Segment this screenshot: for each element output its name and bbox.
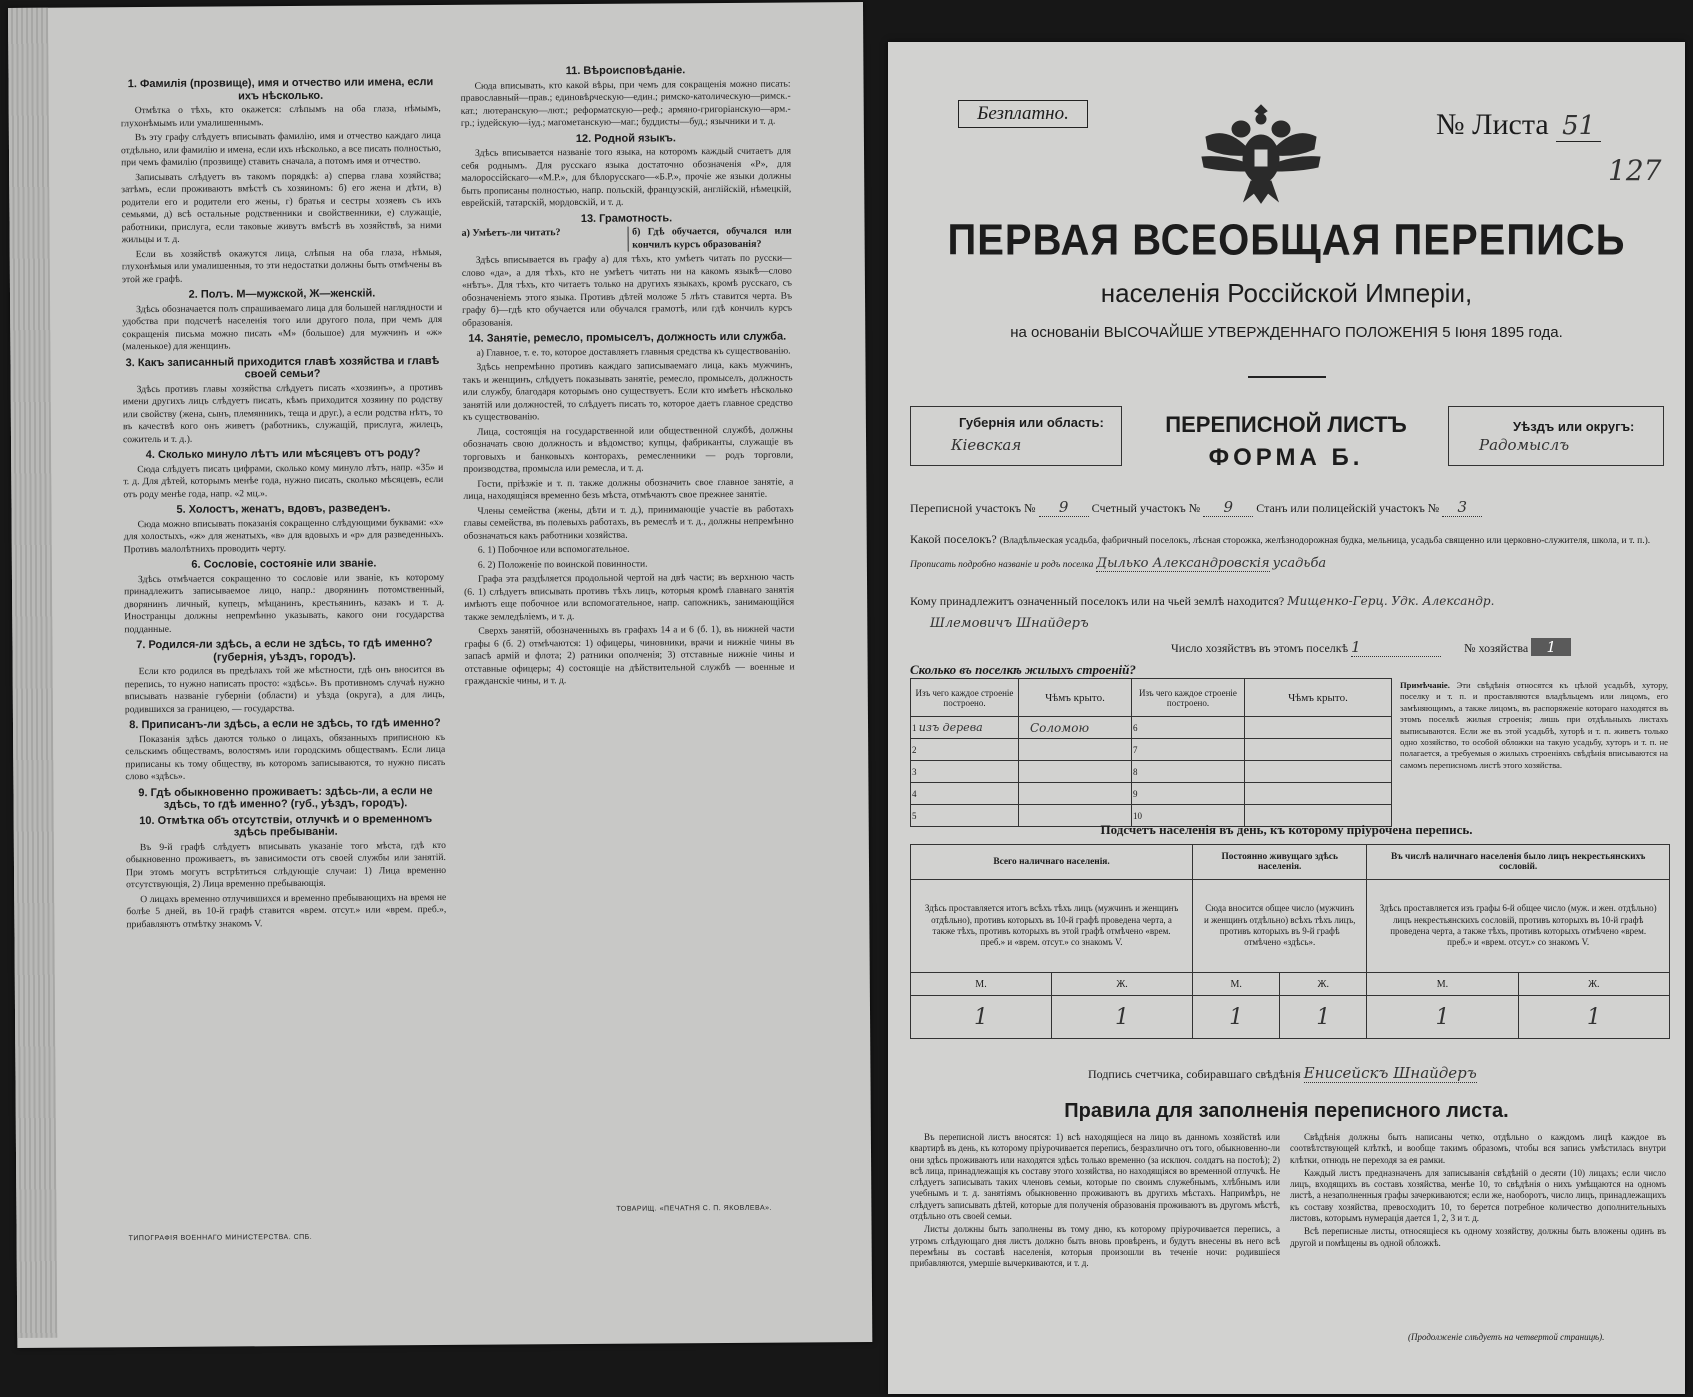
col1-paragraph: Записывать слѣдуетъ въ такомъ порядкѣ: а) сперва глава хозяйства; затѣмъ, если проживаютъ вмѣстѣ съ хозяиномъ: б) его жена и дѣти, в) родители его и родители его жены, г) братья и сестры хозяевъ съ ихъ семьями, д) всѣ остальные родственники и свойственники, е) служащіе, работники, прислуга, если таковые живутъ вмѣстѣ въ хозяйствѣ, за ними жильцы и т. д. [121,169,442,246]
census-basis: на основаніи ВЫСОЧАЙШЕ УТВЕРЖДЕННАГО ПОЛОЖЕНІЯ 5 Іюня 1895 года. [1010,324,1563,341]
count-title: Подсчетъ населенія въ день, къ которому пріурочена перепись. [1100,822,1473,837]
settlement-hint-2: Прописать подробно названіе и родъ поселка [910,560,1094,570]
col2-paragraph: Графа эта раздѣляется продольной чертой на двѣ части; въ верхнюю часть (6. 1) слѣдуетъ вписывать противъ тѣхъ лицъ, которыя кромѣ главнаго занятія имѣютъ еще побочное или вспомогательное, напр. сапожникъ, занимающійся также земледѣліемъ, и т. д. [464,571,795,623]
rules-paragraph: Каждый листъ предназначенъ для записыванія свѣдѣній о десяти (10) лицахъ; если число лицъ, входящихъ въ составъ хозяйства, менѣе 10, то свѣдѣнія о нихъ умѣщаются на одномъ листѣ, а незаполненныя графы зачеркиваются; если же, наоборотъ, число лицъ, принадлежащихъ къ составу хозяйства, превосходитъ 10, то берется потребное количество дополнительныхъ листовъ, которымъ нумерація дается 1, 2, 3 и т. д. [1290,1167,1666,1224]
form-label: ФОРМА Б. [1208,444,1364,471]
building-material: изъ дерева [918,721,983,734]
population-count-table [910,844,1670,1039]
guberniya-label: Губернія или область: [959,415,1104,430]
col1-paragraph: Отмѣтка о тѣхъ, кто окажется: слѣпымъ на оба глаза, нѣмымъ, глухонѣмымъ или умалишеннымъ. [120,102,441,129]
uezd-label: Уѣздъ или округъ: [1513,419,1635,434]
sheet-number [1436,108,1601,142]
building-roof [1020,743,1030,757]
col2-paragraph: Гости, пріѣзжіе и т. п. также должны обозначить свое главное занятіе, а лица, находящіяся временно безъ мѣста, отмѣчаютъ свое прежнее занятіе. [463,476,794,502]
col2-heading: 13. Грамотность. [580,211,673,225]
col1-paragraph: Здѣсь обозначается полъ спрашиваемаго лица для большей наглядности и удобства при подсчетѣ населенія того или другого пола, при чемъ для сокращенія письма можно писать «М» (большое) для мужчинъ и «ж» (маленькое) для женщинъ. [122,301,443,353]
count-column-heading: Всего наличнаго населенія. [911,845,1193,880]
owner-block [910,590,1670,635]
census-form-page [888,42,1685,1394]
count-column-text: Здѣсь проставляется изъ графы 6-й общее число (муж. и жен. отдѣльно) лицъ некрестьянскихъ сословій, противъ которыхъ въ 10-й графѣ проведена черта, а также тѣхъ, противъ которыхъ отмѣчено «врем. преб.» и «врем. отсут.» со знакомъ V. [1367,880,1670,973]
note-block [1400,680,1668,771]
col1-heading: 3. Какъ записанный приходится главѣ хозяйства и главѣ своей семьи? [125,354,440,381]
guberniya-value: Кіевская [951,436,1022,454]
count-column-text: Сюда вносится общее число (мужчинъ и женщинъ отдѣльно) всѣхъ тѣхъ лицъ, противъ которыхъ въ 9-й графѣ отмѣчено «здѣсь». [1193,880,1367,973]
building-number: 7 [1133,744,1138,755]
building-roof-empty [1245,739,1392,761]
roof-header-2: Чѣмъ крыто. [1245,679,1392,717]
col2-paragraph: Здѣсь вписывается названіе того языка, на которомъ каждый считаетъ для себя роднымъ. Для русскаго языка достаточно обозначенія «Р», для малороссійскаго—«М.Р.», для бѣлорусскаго—«Б.Р.», прочіе же языки должны быть прописаны полностью, напр. польскій, французскій, англійскій, нѣмецкій, еврейскій, татарскій, мордовскій, и т. д. [461,145,792,209]
settlement-label: Какой поселокъ? [910,532,997,546]
female-label: Ж. [1280,973,1367,996]
col1-heading: 5. Холостъ, женатъ, вдовъ, разведенъ. [176,502,391,516]
col1-paragraph: Въ 9-й графѣ слѣдуетъ вписывать указаніе того мѣста, гдѣ кто обыкновенно проживаетъ, въ зависимости отъ своей службы или занятій. При этомъ могутъ встрѣтиться слѣдующіе случаи: 1) Лица временно отсутствующія, 2) Лица временно пребывающія. [125,839,447,891]
owner-value: Мищенко-Герц. Удк. Александр. [1287,594,1495,608]
material-header: Изъ чего каждое строеніе построено. [911,679,1019,717]
building-roof-empty [1245,783,1392,805]
building-number: 9 [1133,788,1138,799]
col1-heading: 1. Фамилія (прозвище), имя и отчество или имена, если ихъ нѣсколько. [127,76,434,102]
literacy-read-heading: а) Умѣетъ-ли читать? [461,227,561,239]
female-label: Ж. [1518,973,1669,996]
col1-paragraph: Сюда можно вписывать показанія сокращенно слѣдующими буквами: «х» для холостыхъ, «ж» для женатыхъ, «в» для вдовыхъ и «р» для разведенныхъ. Противъ малолѣтнихъ проводить черту. [123,516,444,555]
owner-value-2: Шлемовичъ Шнайдеръ [930,616,1089,631]
female-label: Ж. [1052,973,1193,996]
instructions-column-1 [120,73,448,1215]
building-row [911,783,1392,805]
count-column-heading: Постоянно живущаго здѣсь населенія. [1193,845,1367,880]
col1-heading: 8. Приписанъ-ли здѣсь, а если не здѣсь, то гдѣ именно? [129,716,441,732]
uezd-box [1448,406,1664,466]
col2-paragraph: 6. 2) Положеніе по воинской повинности. [477,558,648,571]
continued-note: (Продолженіе слѣдуетъ на четвертой страницѣ). [1408,1332,1605,1342]
female-count: 1 [1518,996,1669,1039]
free-stamp: Безплатно. [958,100,1088,128]
households-value: 1 [1351,638,1441,657]
note-title: Примѣчаніе. [1400,680,1450,690]
male-count: 1 [1193,996,1280,1039]
police-district-label: Станъ или полицейскій участокъ № [1256,501,1440,515]
material-header-2: Изъ чего каждое строеніе построено. [1132,679,1245,717]
household-number-label: № хозяйства [1464,641,1529,655]
instructions-column-2 [460,61,798,1213]
printer-footer-left: ТИПОГРАФІЯ ВОЕННАГО МИНИСТЕРСТВА. СПБ. [128,1233,313,1243]
building-roof: Соломою [1030,720,1090,735]
building-row [911,761,1392,783]
col1-heading: 7. Родился-ли здѣсь, а если не здѣсь, то гдѣ именно? (губернія, уѣздъ, городъ). [136,637,433,664]
col2-paragraph: 6. 1) Побочное или вспомогательное. [477,543,630,556]
col2-paragraph: Здѣсь вписывается въ графу а) для тѣхъ, кто умѣетъ читать по русски—слово «да», а для тѣхъ, кто не умѣетъ читать ни на какомъ языкѣ—слово «нѣтъ». Для тѣхъ, кто читаетъ только на другихъ языкахъ, кромѣ русскаго, съ обозначеніемъ этого языка. Противъ дѣтей моложе 5 лѣтъ ставится черта. Въ графу б)—гдѣ кто обучается или обучался грамотѣ, или гдѣ кончилъ курсъ образованія. [461,252,793,329]
settlement-block [910,528,1670,576]
guberniya-box [910,406,1122,466]
sheet-number-label: № Листа [1436,108,1549,141]
building-row [911,717,1392,739]
sheet-number-value: 51 [1556,111,1601,142]
building-roof [1020,809,1030,823]
roof-header: Чѣмъ крыто. [1019,679,1132,717]
police-district-value: 3 [1442,498,1482,517]
building-roof [1020,765,1030,779]
male-count: 1 [911,996,1052,1039]
signature-value: Енисейскъ Шнайдеръ [1303,1064,1477,1082]
uezd-value: Радомыслъ [1479,436,1570,454]
col1-paragraph: Здѣсь противъ главы хозяйства слѣдуетъ писать «хозяинъ», а противъ имени другихъ лицъ слѣдуетъ писать, кѣмъ приходится хозяину по родству или свойству (жена, сынъ, племянникъ, теща и друг.), а если родства нѣтъ, то въ качествѣ кого онъ живетъ (работникъ, служащій, прислуга, жилецъ, сожитель и т. д.). [122,381,443,445]
census-sheet-title: ПЕРЕПИСНОЙ ЛИСТЪ [1165,412,1407,437]
col2-paragraph: Здѣсь непремѣнно противъ каждаго записываемаго лица, какъ мужчинъ, такъ и женщинъ, слѣдуетъ показывать занятіе, ремесло, промыселъ, должность или службу, благодаря которымъ оно существуетъ. Если кто имѣетъ нѣсколько занятій или должностей, то слѣдуетъ писать то, которое даетъ главное средство къ существованію. [462,359,793,423]
col2-heading: 12. Родной языкъ. [575,131,676,145]
rules-left-column [910,1132,1280,1342]
note-text: Эти свѣдѣнія относятся къ цѣлой усадьбѣ, хутору, поселку и т. п. и проставляются владѣльцемъ или лицомъ, его замѣняющимъ, а также лицомъ, въ распоряженіе котораго находятся въ этомъ поселкѣ жилыя строенія; лишь при отдѣльныхъ листахъ выписываются. Если же въ этой усадьбѣ, хуторѣ и т. п. живетъ только одно хозяйство, то особой обложки на такую усадьбу, хуторъ и т. п. не полагается, а требуемыя о жилыхъ строеніяхъ свѣдѣнія вписываются на самомъ переписномъ листѣ этого хозяйства. [1400,680,1668,770]
building-row [911,739,1392,761]
rules-paragraph: Листы должны быть заполнены въ тому дню, къ которому пріурочивается перепись, а утромъ слѣдующаго дня листъ должно быть вновь провѣренъ, и будутъ внесены въ него всѣ перемѣны въ составѣ населенія, которыя произошли въ теченіе ночи: родившіеся прибавляются, умершіе вычеркиваются, и т. д. [910,1224,1280,1269]
building-number: 5 [912,811,917,821]
left-page [8,2,872,1348]
divider [1248,376,1326,378]
rules-paragraph: Свѣдѣнія должны быть написаны четко, отдѣльно о каждомъ лицѣ каждое въ соотвѣтствующей клѣткѣ, и вообще такимъ образомъ, чтобы вся запись умѣстилась внутри клѣтки, отнюдь не переходя за ея рамки. [1290,1132,1666,1165]
col1-paragraph: Въ эту графу слѣдуетъ вписывать фамилію, имя и отчество каждаго лица отдѣльно, или фамилію и имена, если ихъ нѣсколько, а все писать полностью, при чемъ фамилію (прозвище) ставить сначала, а потомъ имя и отчество. [120,129,442,169]
col1-paragraph: Если кто родился въ предѣлахъ той же мѣстности, гдѣ онъ вносится въ перепись, то нужно написать просто: «здѣсь». Въ противномъ случаѣ нужно вписывать названіе губерніи (области) и уѣзда (округа), а для лицъ, родившихся за границею, — государства. [124,663,445,715]
female-count: 1 [1052,996,1193,1039]
female-count: 1 [1280,996,1367,1039]
col1-paragraph: Если въ хозяйствѣ окажутся лица, слѣпыя на оба глаза, нѣмыя, глухонѣмыя или умалишенныя, то эти недостатки должны быть отмѣчены въ этой же графѣ. [121,246,442,285]
building-number: 10 [1133,810,1142,821]
census-district-label: Переписной участокъ № [910,501,1036,515]
owner-label: Кому принадлежитъ означенный поселокъ или на чьей землѣ находится? [910,594,1285,608]
male-count: 1 [1367,996,1518,1039]
count-district-value: 9 [1203,498,1253,517]
literacy-subheads [462,226,792,253]
male-label: М. [911,973,1052,996]
male-label: М. [1367,973,1518,996]
district-row [910,498,1670,517]
buildings-label: Сколько въ поселкѣ жилыхъ строеній? [910,662,1136,677]
building-roof [1020,787,1030,801]
stacked-page-edges [8,8,57,1338]
male-label: М. [1193,973,1280,996]
signature-row [1088,1064,1477,1082]
col2-paragraph: Члены семейства (жены, дѣти и т. д.), принимающіе участіе въ работахъ главы семейства, въ полевыхъ работахъ, въ ремеслѣ и т. д., должны непремѣнно обозначаться какъ работники хозяйства. [463,503,794,542]
building-number: 8 [1133,766,1138,777]
building-number: 4 [912,789,917,799]
rules-paragraph: Въ переписной листъ вносятся: 1) всѣ находящіеся на лицо въ данномъ хозяйствѣ или квартирѣ въ день, къ которому пріурочивается перепись, безразлично отъ того, обыкновенно-ли они здѣсь проживаютъ или находятся здѣсь только временно (за исключ. солдатъ на постоѣ); 2) всѣ лица, принадлежащія къ составу этого хозяйства, но находящіяся во временной отлучкѣ. Не слѣдуетъ записывать таких членовъ семьи, которые по своимъ служебнымъ, хлѣбнымъ или учебнымъ и т. д. занятіямъ обыкновенно проживаютъ въ другихъ мѣстахъ. Напримѣръ, не слѣдуетъ записывать дѣтей, которые для полученія образованія проживаютъ въ другомъ мѣстѣ, отдѣльно отъ своей семьи. [910,1132,1280,1222]
col2-heading: 11. Вѣроисповѣданіе. [565,64,686,78]
settlement-value: Дылько Александровскія [1096,556,1270,571]
col1-heading: 10. Отмѣтка объ отсутствіи, отлучкѣ и о временномъ здѣсь пребываніи. [139,812,433,839]
census-title: ПЕРВАЯ ВСЕОБЩАЯ ПЕРЕПИСЬ [947,215,1626,265]
col2-heading: 14. Занятіе, ремесло, промыселъ, должность или служба. [468,330,787,345]
building-number: 6 [1133,722,1138,733]
building-roof-empty [1245,761,1392,783]
building-number: 3 [912,767,917,777]
printer-footer-right: ТОВАРИЩ. «ПЕЧАТНЯ С. П. ЯКОВЛЕВА». [616,1204,772,1213]
rules-paragraph: Всѣ переписные листы, относящіеся къ одному хозяйству, должны быть вложены одинъ въ другой и помѣщены въ одной обложкѣ. [1290,1226,1666,1248]
building-number: 1 [912,723,917,733]
building-roof-empty [1245,717,1392,739]
imperial-eagle-emblem [1196,97,1326,207]
census-subtitle: населенія Россійской Имперіи, [1100,278,1473,308]
households-row [910,638,1670,657]
col2-paragraph: Сюда вписывать, кто какой вѣры, при чемъ для сокращенія можно писать: православный—прав.; единовѣрческую—един.; римско-католическую—римск.-кат.; лютеранскую—лют.; реформатскую—реф.; армяно-григоріанскую—арм.-гр.; іудейскую—іуд.; магометанскую—маг.; буддисты—буд.; язычники и т. д. [460,78,791,129]
count-district-label: Счетный участокъ № [1091,501,1201,515]
col1-paragraph: Сюда слѣдуетъ писать цифрами, сколько кому минуло лѣтъ, напр. «35» и т. д. Для дѣтей, которымъ менѣе года, нужно писать, сколько мѣсяцевъ, если отъ роду менѣе года, напр. «2 мц.». [123,461,444,500]
settlement-hint: (Владѣльческая усадьба, фабричный поселокъ, лѣсная сторожка, желѣзнодорожная будка, мельница, усадьба священно или церковно-служителя, школа, и т. п.). [999,536,1651,546]
count-column-text: Здѣсь проставляется итогъ всѣхъ тѣхъ лицъ (мужчинъ и женщинъ отдѣльно), противъ которыхъ въ 10-й графѣ проведена черта, а также тѣхъ, противъ которыхъ въ этой графѣ отмѣчено «врем. преб.» и «врем. отсут.» со знакомъ V. [911,880,1193,973]
col1-paragraph: Показанія здѣсь даются только о лицахъ, обязанныхъ приписною къ сельскимъ обществамъ, волостямъ или городскимъ обществамъ. Если лица приписаны къ тому обществу, въ которомъ записываются, то нужно писать слово «здѣсь». [125,731,446,783]
rules-title: Правила для заполненія переписного листа. [1064,1100,1509,1122]
literacy-school-heading: б) Гдѣ обучается, обучался или кончилъ курсъ образованія? [627,226,792,252]
col2-paragraph: а) Главное, т. е. то, которое доставляетъ главныя средства къ существованію. [476,345,791,359]
census-district-value: 9 [1039,498,1089,517]
col1-heading: 2. Полъ. М—мужской, Ж—женскій. [188,287,376,301]
building-number: 2 [912,745,917,755]
col1-paragraph: О лицахъ временно отлучившихся и временно пребывающихъ на время не болѣе 5 дней, въ 10-й графѣ ставится «врем. отсут.» или «врем. преб.», прибавляютъ отмѣтку знакомъ V. [126,891,447,930]
signature-label: Подпись счетчика, собиравшаго свѣдѣнія [1088,1067,1301,1081]
col1-heading: 9. Гдѣ обыкновенно проживаетъ: здѣсь-ли, а если не здѣсь, то гдѣ именно? (губ., уѣздъ, городъ). [138,784,433,811]
household-number-value: 1 [1531,638,1571,656]
col1-heading: 6. Сословіе, состояніе или званіе. [191,557,377,571]
count-column-heading: Въ числѣ наличнаго населенія было лицъ некрестьянскихъ сословій. [1367,845,1670,880]
settlement-value-2: усадьба [1272,556,1327,571]
col2-paragraph: Лица, состоящія на государственной или общественной службѣ, должны обозначать свою должность и вѣдомство; купцы, фабриканты, служащіе въ торговыхъ и банковыхъ конторахъ, ремесленники — родъ торговли, производства, промысла или ремесла, и т. д. [463,424,794,475]
buildings-table [910,678,1392,827]
households-label: Число хозяйствъ въ этомъ поселкѣ [1171,641,1349,655]
corner-page-number: 127 [1608,154,1662,187]
col1-heading: 4. Сколько минуло лѣтъ или мѣсяцевъ отъ роду? [145,447,421,462]
col1-paragraph: Здѣсь отмѣчается сокращенно то сословіе или званіе, къ которому принадлежитъ записываемое лицо, напр.: дворянинъ потомственный, дворянинъ личный, купецъ, мѣщанинъ, крестьянинъ, казакъ и т. д. Иностранцы должны непремѣнно указывать, какого они государства подданные. [124,571,445,635]
col2-paragraph: Сверхъ занятій, обозначенныхъ въ графахъ 14 а и 6 (б. 1), въ нижней части графы 6 (б. 2) отмѣчаются: 1) офицеры, чиновники, врачи и нижніе чины въ запасѣ армій и флота; 2) ратники ополченія; 3) отставные нижніе чины и отставные офицеры; 4) состоящіе на дѣйствительной службѣ — военные и гражданскіе чины, и т. д. [464,623,795,687]
rules-right-column [1290,1132,1666,1332]
